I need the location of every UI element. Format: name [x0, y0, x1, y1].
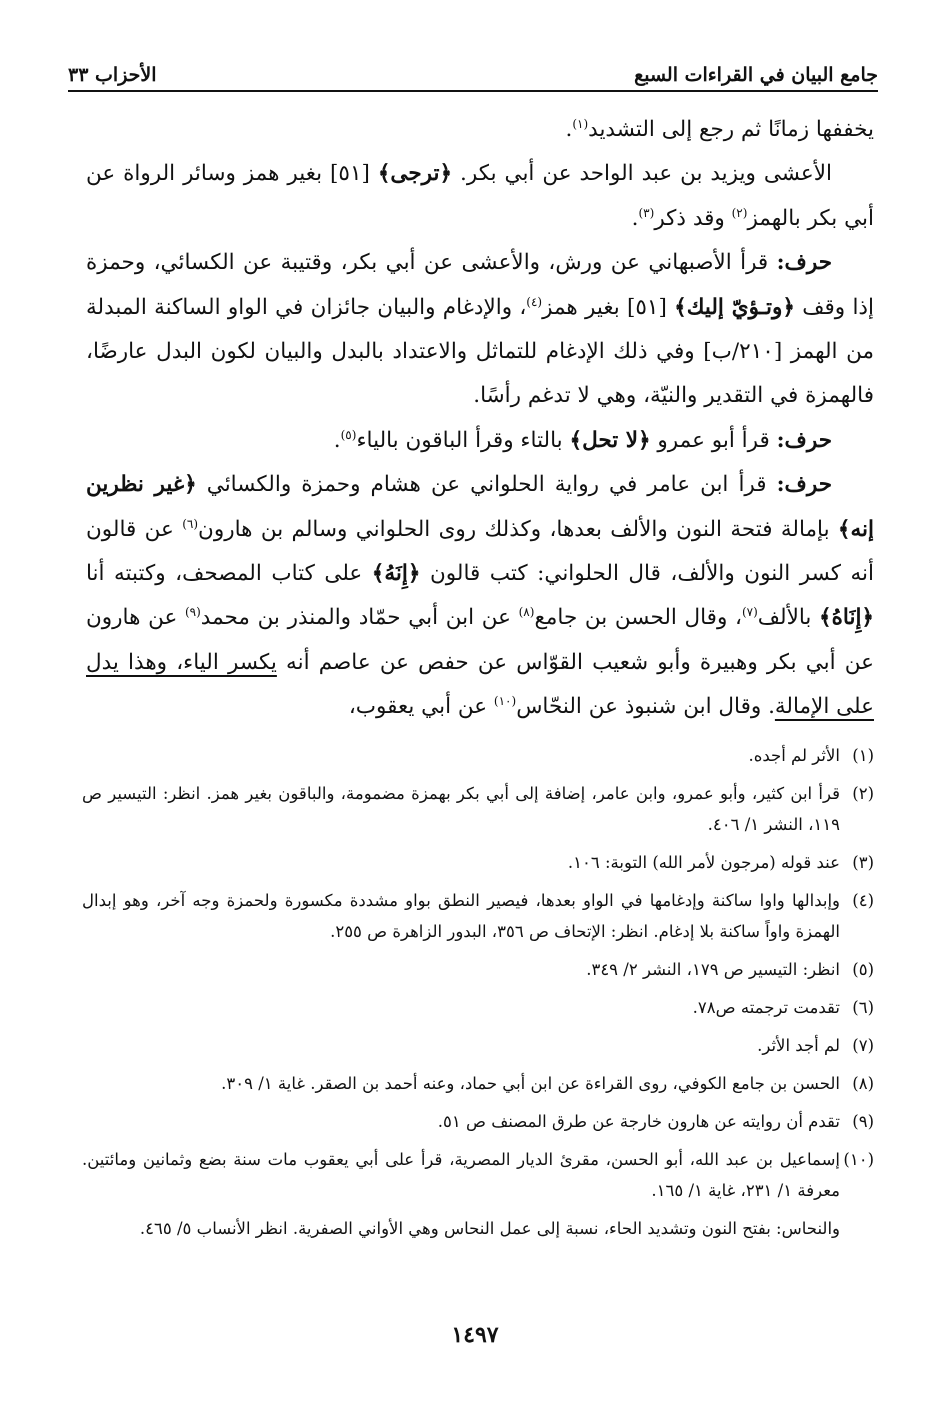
- main-text: [86, 108, 874, 730]
- footnote: [82, 1068, 874, 1099]
- text: [٥١] بغير همز: [542, 294, 675, 320]
- footnote-continuation: [82, 1213, 874, 1244]
- footnote-number: (٩): [852, 1112, 874, 1131]
- text: بالتاء وقرأ الباقون بالياء: [356, 427, 570, 453]
- text: ، والإدغام والبيان جائزان في الواو الساكنة المبدلة من الهمز [٢١٠/ب] وفي ذلك الإدغام للتماثل والاعتداد بالبدل والبيان لكون البدل عارضًا، فالهمزة في التقدير والنيّة، وهي لا تدغم رأسًا.: [86, 294, 874, 409]
- footnote-ref-8[interactable]: (٨): [518, 605, 535, 620]
- underlined-phrase: يكسر الياء، وهذا يدل على الإمالة: [86, 649, 874, 720]
- quran-quote: ﴿وتـؤيّ إليك﴾: [674, 294, 795, 320]
- footnote-text: تقدمت ترجمته ص٧٨.: [692, 998, 840, 1017]
- text: وقد ذكر: [654, 205, 732, 231]
- text: عن أبي يعقوب،: [348, 694, 494, 720]
- quran-quote: ﴿إِنَاهُ﴾: [819, 605, 875, 631]
- footnote-number: (٤): [852, 891, 874, 910]
- text: بالألف: [757, 605, 820, 631]
- paragraph-1: [86, 108, 874, 152]
- footnote-ref-5[interactable]: (٥): [340, 427, 357, 442]
- footnote-text: والنحاس: بفتح النون وتشديد الحاء، نسبة إلى عمل النحاس وهي الأواني الصفرية. انظر الأنساب ٥/ ٤٦٥.: [139, 1219, 840, 1238]
- footnote-ref-1[interactable]: (١): [572, 116, 589, 131]
- quran-quote: ﴿لا تحل﴾: [569, 427, 651, 453]
- footnote-text: قرأ ابن كثير، وأبو عمرو، وابن عامر، إضافة إلى أبي بكر بهمزة مضمومة، والباقون بغير همز. انظر: التيسير ص ١١٩، النشر ١/ ٤٠٦.: [82, 784, 840, 834]
- footnote-ref-9[interactable]: (٩): [184, 605, 201, 620]
- footnote-text: لم أجد الأثر.: [757, 1036, 840, 1055]
- quran-quote: ﴿غير نظرين إنه﴾: [86, 472, 875, 542]
- footnote-number: (٦): [852, 998, 874, 1017]
- paragraph-4: [86, 419, 874, 463]
- footnote-ref-10[interactable]: (١٠): [493, 694, 517, 709]
- footnote: [82, 778, 874, 840]
- text: على كتاب المصحف، وكتبته أنا: [86, 561, 372, 587]
- footnote-text: تقدم أن روايته عن هارون خارجة عن طرق المصنف ص ٥١.: [437, 1112, 840, 1131]
- footnote-number: (٨): [852, 1074, 874, 1093]
- text: بإمالة فتحة النون والألف بعدها، وكذلك روى الحلواني وسالم بن هارون: [198, 516, 838, 542]
- quran-quote: ﴿ترجى﴾: [377, 161, 453, 187]
- text: الأعشى ويزيد بن عبد الواحد عن أبي بكر.: [460, 161, 832, 187]
- footnote-text: انظر: التيسير ص ١٧٩، النشر ٢/ ٣٤٩.: [586, 960, 840, 979]
- footnote-number: (٥): [852, 960, 874, 979]
- text: يخففها زمانًا ثم رجع إلى التشديد: [588, 117, 874, 142]
- footnote: [82, 1144, 874, 1206]
- footnotes: [82, 740, 874, 1251]
- footnote-number: (٢): [852, 784, 874, 803]
- footnote-number: (١٠): [843, 1150, 874, 1169]
- text: قرأ أبو عمرو: [650, 427, 777, 453]
- footnote-number: (٣): [852, 853, 874, 872]
- footnote: [82, 885, 874, 947]
- paragraph-2: [86, 152, 874, 241]
- paragraph-3: [86, 241, 874, 419]
- footnote: [82, 954, 874, 985]
- quran-quote: ﴿إِنَهُ﴾: [371, 561, 421, 587]
- footnote-text: الأثر لم أجده.: [748, 746, 840, 765]
- harf-label: حرف:: [776, 427, 832, 453]
- footnote: [82, 847, 874, 878]
- footnote-number: (٧): [852, 1036, 874, 1055]
- footnote-ref-6[interactable]: (٦): [182, 516, 199, 531]
- text: .: [565, 117, 573, 142]
- paragraph-5: [86, 463, 874, 729]
- footnote-number: (١): [852, 746, 874, 765]
- harf-label: حرف:: [776, 250, 832, 276]
- text: عن هارون عن أبي بكر وهبيرة وأبو شعيب القوّاس عن حفص عن عاصم أنه: [86, 605, 874, 675]
- page-number: ١٤٩٧: [451, 1322, 499, 1348]
- running-header: [68, 48, 878, 92]
- text: عن قالون أنه كسر النون والألف، قال الحلواني: كتب قالون: [86, 516, 875, 587]
- section-title: الأحزاب ٣٣: [68, 64, 157, 86]
- footnote-text: عند قوله (مرجون لأمر الله) التوبة: ١٠٦.: [567, 853, 840, 872]
- harf-label: حرف:: [776, 472, 833, 498]
- footnote-ref-4[interactable]: (٤): [526, 294, 543, 309]
- footnote-text: إسماعيل بن عبد الله، أبو الحسن، مقرئ الديار المصرية، قرأ على أبي يعقوب مات سنة بضع وثمانين ومائتين. معرفة ١/ ٢٣١، غاية ١/ ١٦٥.: [82, 1150, 840, 1200]
- footnote: [82, 1030, 874, 1061]
- footnote-ref-3[interactable]: (٣): [638, 205, 655, 220]
- footnote-ref-2[interactable]: (٢): [731, 205, 748, 220]
- text: قرأ ابن عامر في رواية الحلواني عن هشام وحمزة والكسائي: [196, 472, 777, 498]
- footnote: [82, 740, 874, 771]
- footnote-text: وإبدالها واوا ساكنة وإدغامها في الواو بعدها، فيصير النطق بواو مشددة مكسورة ولحمزة وجه آخر، وهو إبدال الهمزة واواً ساكنة بلا إدغام. انظر: الإتحاف ص ٣٥٦، البدور الزاهرة ص ٢٥٥.: [82, 891, 840, 941]
- footnote-ref-7[interactable]: (٧): [741, 605, 758, 620]
- footnote: [82, 992, 874, 1023]
- text: ، وقال الحسن بن جامع: [534, 605, 742, 631]
- text: [٥١] بغير همز وسائر الرواة عن أبي بكر بالهمز: [86, 161, 874, 231]
- footnote: [82, 1106, 874, 1137]
- footnote-text: الحسن بن جامع الكوفي، روى القراءة عن ابن أبي حماد، وعنه أحمد بن الصقر. غاية ١/ ٣٠٩.: [221, 1074, 840, 1093]
- text: . وقال ابن شنبوذ عن النحّاس: [516, 694, 775, 720]
- text: عن ابن أبي حمّاد والمنذر بن محمد: [200, 605, 519, 631]
- text: .: [631, 205, 639, 231]
- text: قرأ الأصبهاني عن ورش، والأعشى عن أبي بكر، وقتيبة عن الكسائي، وحمزة إذا وقف: [86, 250, 874, 320]
- book-title: جامع البيان في القراءات السبع: [634, 64, 878, 86]
- text: .: [333, 427, 341, 453]
